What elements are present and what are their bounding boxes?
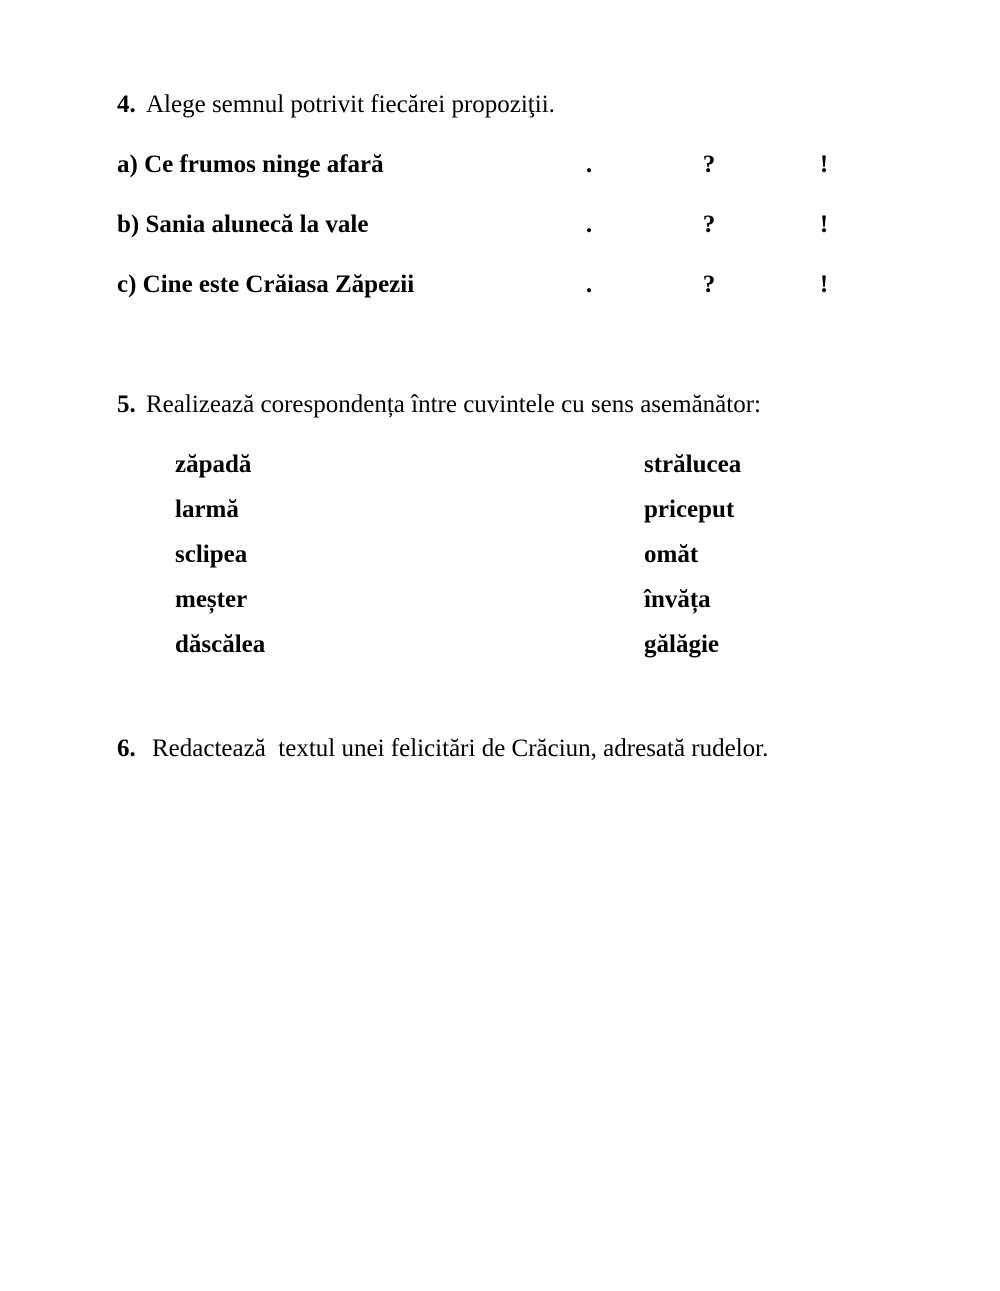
sentence-a-option-question[interactable]: ? (702, 151, 716, 178)
right-word-2[interactable]: priceput (644, 496, 735, 523)
sentence-c-option-exclamation[interactable]: ! (819, 271, 829, 298)
right-word-1[interactable]: strălucea (644, 451, 742, 478)
sentence-b-option-exclamation[interactable]: ! (819, 211, 829, 238)
task-4-instruction: Alege semnul potrivit fiecărei propoziţii. (146, 91, 555, 118)
sentence-b-option-period[interactable]: . (585, 211, 593, 238)
task-4-number: 4. (117, 91, 136, 118)
sentence-a-option-exclamation[interactable]: ! (819, 151, 829, 178)
sentence-c: c) Cine este Crăiasa Zăpezii (117, 271, 415, 298)
sentence-a-option-period[interactable]: . (585, 151, 593, 178)
left-word-1[interactable]: zăpadă (175, 451, 252, 478)
task-5-number: 5. (117, 391, 136, 418)
sentence-b-option-question[interactable]: ? (702, 211, 716, 238)
task-6-instruction: Redactează textul unei felicitări de Crăciun, adresată rudelor. (152, 735, 769, 762)
right-word-5[interactable]: gălăgie (644, 631, 719, 658)
task-6-number: 6. (117, 735, 136, 762)
left-word-3[interactable]: sclipea (175, 541, 248, 568)
sentence-b: b) Sania alunecă la vale (117, 211, 369, 238)
left-word-5[interactable]: dăscălea (175, 631, 266, 658)
sentence-c-option-question[interactable]: ? (702, 271, 716, 298)
sentence-c-option-period[interactable]: . (585, 271, 593, 298)
sentence-a: a) Ce frumos ninge afară (117, 151, 384, 178)
right-word-3[interactable]: omăt (644, 541, 699, 568)
left-word-2[interactable]: larmă (175, 496, 239, 523)
left-word-4[interactable]: meșter (175, 586, 248, 613)
right-word-4[interactable]: învăța (644, 586, 711, 613)
task-5-instruction: Realizează corespondența între cuvintele cu sens asemănător: (146, 391, 761, 418)
